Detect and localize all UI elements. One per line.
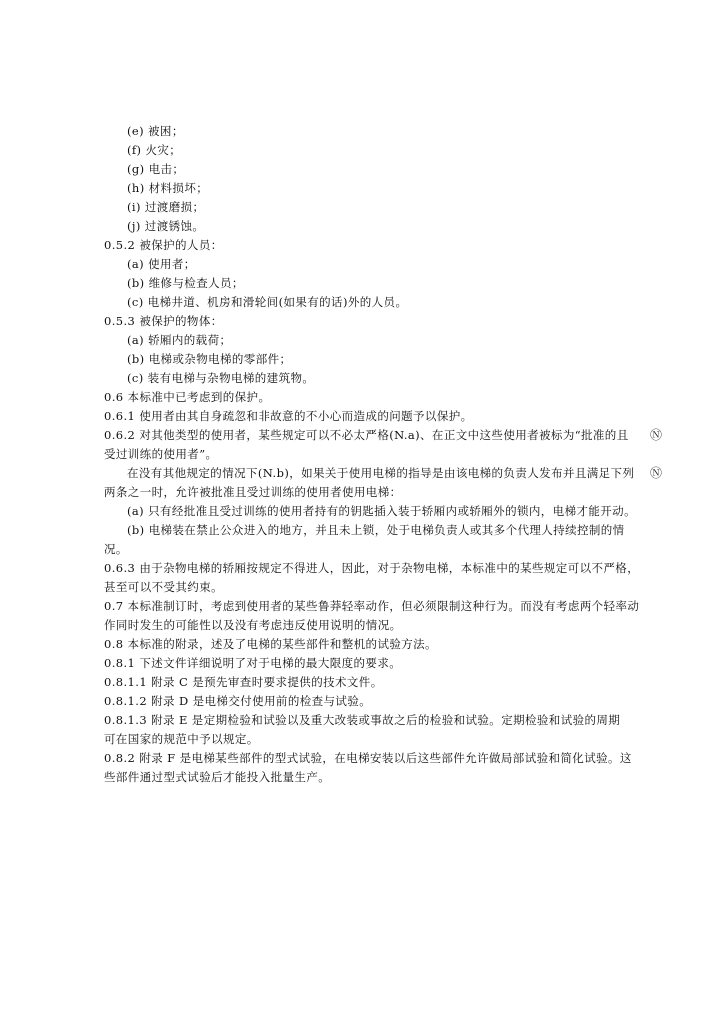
section-0-8-1-1-text: 0.8.1.1 附录 C 是预先审查时要求提供的技术文件。 bbox=[104, 675, 383, 689]
section-0-5-2-heading: 0.5.2 被保护的人员： bbox=[104, 238, 223, 252]
list-item-hazard-i: (i) 过渡磨损； bbox=[127, 200, 205, 214]
section-0-6-2-text-line2: 受过训练的使用者”。 bbox=[104, 447, 218, 461]
nmark-icon: Ⓝ bbox=[650, 466, 663, 480]
section-0-8-1-text: 0.8.1 下述文件详细说明了对于电梯的最大限度的要求。 bbox=[104, 656, 402, 670]
list-item-persons-c: (c) 电梯井道、机房和滑轮间(如果有的话)外的人员。 bbox=[127, 295, 408, 309]
list-item-hazard-j: (j) 过渡锈蚀。 bbox=[127, 219, 205, 233]
list-item-hazard-e: (e) 被困； bbox=[127, 124, 184, 138]
section-0-8-2-line1: 0.8.2 附录 F 是电梯某些部件的型式试验，在电梯安装以后这些部件允许做局部试验和简化试验。这 bbox=[104, 751, 632, 765]
section-0-6-2-para-line1: 在没有其他规定的情况下(N.b)，如果关于使用电梯的指导是由该电梯的负责人发布并且满足下列 bbox=[127, 466, 635, 480]
list-item-objects-c: (c) 装有电梯与杂物电梯的建筑物。 bbox=[127, 371, 315, 385]
list-item-objects-b: (b) 电梯或杂物电梯的零部件； bbox=[127, 352, 292, 366]
list-item-hazard-g: (g) 电击； bbox=[127, 162, 185, 176]
list-item-hazard-f: (f) 火灾； bbox=[127, 143, 182, 157]
section-0-6-2-text-line1: 0.6.2 对其他类型的使用者，某些规定可以不必太严格(N.a)、在正文中这些使用者被标为“批准的且 bbox=[104, 428, 629, 442]
section-0-7-line1: 0.7 本标准制订时，考虑到使用者的某些鲁莽轻率动作，但必须限制这种行为。而没有考虑两个轻率动 bbox=[104, 599, 640, 613]
section-0-7-line2: 作同时发生的可能性以及没有考虑违反使用说明的情况。 bbox=[104, 618, 402, 632]
section-0-8-text: 0.8 本标准的附录，述及了电梯的某些部件和整机的试验方法。 bbox=[104, 637, 437, 651]
section-0-6-2-item-b-line2: 况。 bbox=[104, 542, 128, 556]
section-0-8-2-line2: 些部件通过型式试验后才能投入批量生产。 bbox=[104, 770, 331, 784]
section-0-6-heading: 0.6 本标准中已考虑到的保护。 bbox=[104, 390, 271, 404]
section-0-6-3-line1: 0.6.3 由于杂物电梯的轿厢按规定不得进人，因此，对于杂物电梯，本标准中的某些规定可以不严格， bbox=[104, 561, 640, 575]
section-0-8-1-2-text: 0.8.1.2 附录 D 是电梯交付使用前的检查与试验。 bbox=[104, 694, 372, 708]
section-0-6-2-para-line2: 两条之一时，允许被批准且受过训练的使用者使用电梯： bbox=[104, 485, 402, 499]
list-item-objects-a: (a) 轿厢内的载荷； bbox=[127, 333, 232, 347]
list-item-hazard-h: (h) 材料损坏； bbox=[127, 181, 209, 195]
section-0-8-1-3-line2: 可在国家的规范中予以规定。 bbox=[104, 732, 259, 746]
section-0-6-2-item-b-line1: (b) 电梯装在禁止公众进入的地方，并且未上锁，处于电梯负责人或其多个代理人持续控制的情 bbox=[127, 523, 625, 537]
list-item-persons-a: (a) 使用者； bbox=[127, 257, 196, 271]
section-0-6-1-text: 0.6.1 使用者由其自身疏忽和非故意的不小心而造成的问题予以保护。 bbox=[104, 409, 473, 423]
nmark-icon: Ⓝ bbox=[650, 428, 663, 442]
section-0-6-2-item-a: (a) 只有经批准且受过训练的使用者持有的钥匙插入装于轿厢内或轿厢外的锁内，电梯才能开动。 bbox=[127, 504, 636, 518]
section-0-6-3-line2: 甚至可以不受其约束。 bbox=[104, 580, 223, 594]
section-0-5-3-heading: 0.5.3 被保护的物体： bbox=[104, 314, 223, 328]
section-0-8-1-3-line1: 0.8.1.3 附录 E 是定期检验和试验以及重大改装或事故之后的检验和试验。定期检验和试验的周期 bbox=[104, 713, 621, 727]
list-item-persons-b: (b) 维修与检查人员； bbox=[127, 276, 244, 290]
